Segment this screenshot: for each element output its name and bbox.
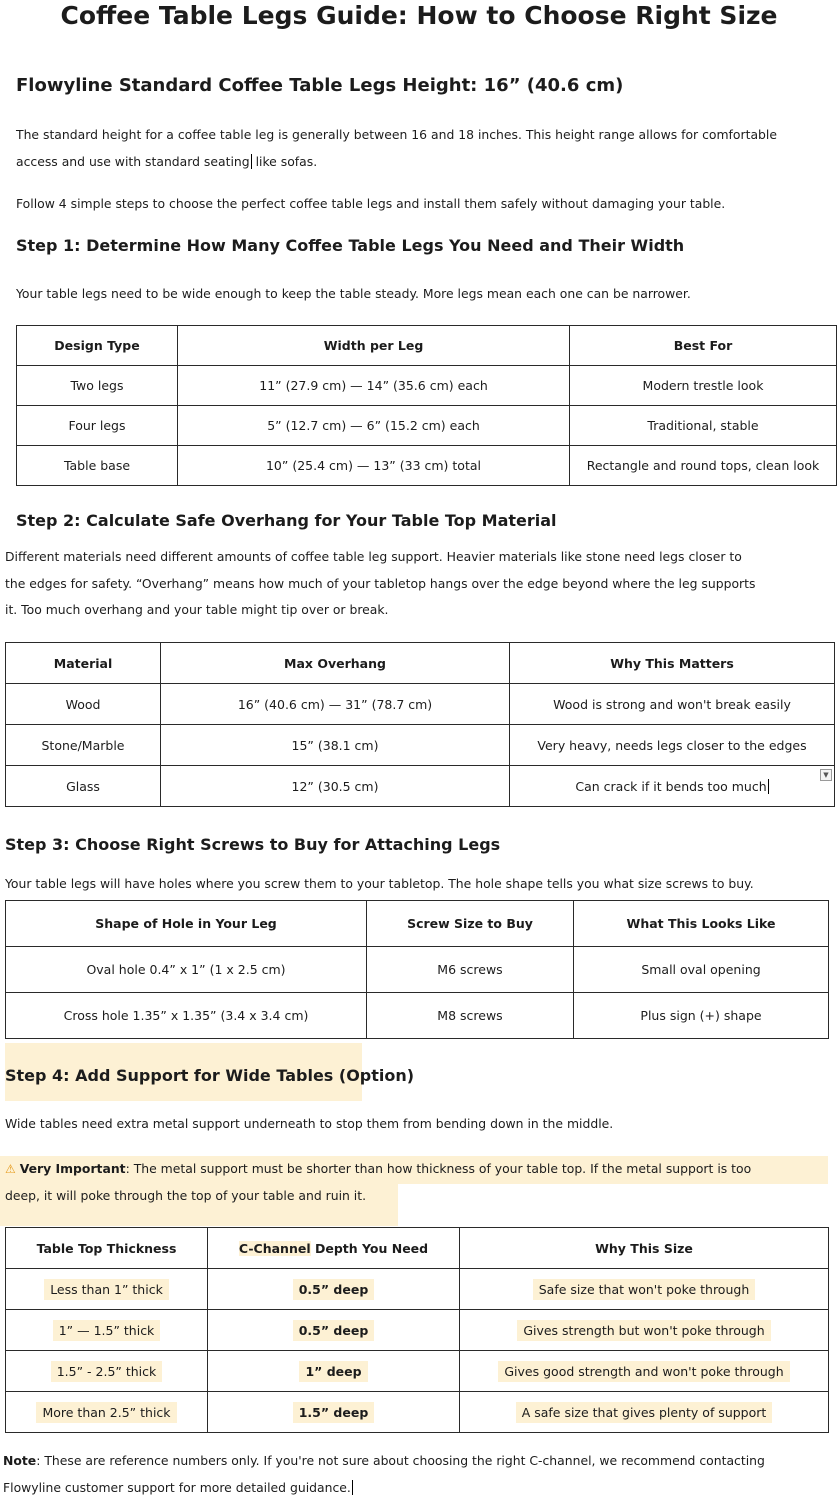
- step2-table: [5, 642, 835, 807]
- table-row: [6, 1269, 829, 1310]
- table-header-row: [6, 643, 835, 684]
- step3-heading: Step 3: Choose Right Screws to Buy for Attaching Legs: [5, 834, 500, 856]
- dropdown-icon[interactable]: ▼: [820, 769, 832, 781]
- table-row: [17, 406, 837, 446]
- note-text: : These are reference numbers only. If you're not sure about choosing the right C-channel, we recommend contacting: [36, 1453, 765, 1468]
- table-row: [6, 725, 835, 766]
- step4-heading: [5, 1065, 414, 1087]
- step4-heading-suffix: (Option): [333, 1066, 414, 1085]
- highlighted-text: 1” — 1.5” thick: [53, 1320, 161, 1341]
- table-cell: 12” (30.5 cm): [161, 766, 510, 807]
- page-title: Coffee Table Legs Guide: How to Choose Right Size: [0, 0, 838, 32]
- highlighted-text: A safe size that gives plenty of support: [516, 1402, 773, 1423]
- warning-icon: ⚠: [5, 1162, 16, 1176]
- table-row: [6, 684, 835, 725]
- paragraph-line: [3, 1475, 765, 1501]
- table-header-row: [17, 326, 837, 366]
- table-cell: M6 screws: [367, 947, 574, 993]
- highlighted-text: 1.5” - 2.5” thick: [51, 1361, 163, 1382]
- table-cell: [460, 1351, 829, 1392]
- column-header: What This Looks Like: [574, 901, 829, 947]
- text-segment: like sofas.: [252, 154, 318, 169]
- table-row: [6, 1392, 829, 1433]
- table-cell: 5” (12.7 cm) — 6” (15.2 cm) each: [178, 406, 570, 446]
- column-header: Why This Matters: [510, 643, 835, 684]
- highlighted-text: 0.5” deep: [293, 1320, 375, 1341]
- table-cell: Plus sign (+) shape: [574, 993, 829, 1039]
- paragraph-line: it. Too much overhang and your table might tip over or break.: [5, 597, 755, 624]
- highlighted-text: 1.5” deep: [293, 1402, 375, 1423]
- text-cursor-segment: Can crack if it bends too much: [575, 779, 768, 794]
- column-header: Shape of Hole in Your Leg: [6, 901, 367, 947]
- note-label: Note: [3, 1453, 36, 1468]
- table-cell: Oval hole 0.4” x 1” (1 x 2.5 cm): [6, 947, 367, 993]
- column-header: [208, 1228, 460, 1269]
- table-cell: Wood is strong and won't break easily: [510, 684, 835, 725]
- step4-table: [5, 1227, 829, 1433]
- warning-note: [5, 1156, 751, 1209]
- step1-table: [16, 325, 837, 486]
- table-row: [6, 993, 829, 1039]
- table-cell: Small oval opening: [574, 947, 829, 993]
- column-header: Table Top Thickness: [6, 1228, 208, 1269]
- highlighted-text: More than 2.5” thick: [36, 1402, 176, 1423]
- standard-height-heading: Flowyline Standard Coffee Table Legs Height: 16” (40.6 cm): [16, 74, 623, 98]
- table-cell: Cross hole 1.35” x 1.35” (3.4 x 3.4 cm): [6, 993, 367, 1039]
- paragraph-line: [16, 149, 777, 176]
- table-cell: [6, 1351, 208, 1392]
- table-cell: [208, 1392, 460, 1433]
- column-header: Why This Size: [460, 1228, 829, 1269]
- column-header-rest: Depth You Need: [311, 1241, 429, 1256]
- highlighted-text: Gives good strength and won't poke through: [498, 1361, 789, 1382]
- table-cell: Modern trestle look: [570, 366, 837, 406]
- table-cell: Glass: [6, 766, 161, 807]
- table-row: [6, 1310, 829, 1351]
- c-channel-highlight: C-Channel: [239, 1241, 311, 1256]
- note-paragraph: [3, 1448, 765, 1501]
- table-cell: [6, 1310, 208, 1351]
- column-header: Best For: [570, 326, 837, 366]
- table-cell: [460, 1269, 829, 1310]
- highlighted-text: Gives strength but won't poke through: [517, 1320, 770, 1341]
- text-cursor-segment: access and use with standard seating: [16, 154, 252, 169]
- table-cell: Two legs: [17, 366, 178, 406]
- table-cell: [208, 1269, 460, 1310]
- paragraph-line: Different materials need different amounts of coffee table leg support. Heavier materials like stone need legs closer to: [5, 544, 755, 571]
- highlighted-text: Less than 1” thick: [44, 1279, 169, 1300]
- table-cell: Rectangle and round tops, clean look: [570, 446, 837, 486]
- column-header: Width per Leg: [178, 326, 570, 366]
- column-header: Max Overhang: [161, 643, 510, 684]
- step3-table: [5, 900, 829, 1039]
- table-cell: [6, 1392, 208, 1433]
- step1-intro: Your table legs need to be wide enough to keep the table steady. More legs mean each one can be narrower.: [16, 281, 691, 308]
- column-header: Material: [6, 643, 161, 684]
- standard-height-paragraph: [16, 122, 777, 175]
- table-row: [6, 1351, 829, 1392]
- table-cell: M8 screws: [367, 993, 574, 1039]
- text-cursor-segment: Flowyline customer support for more detailed guidance.: [3, 1480, 353, 1495]
- table-cell: Very heavy, needs legs closer to the edges: [510, 725, 835, 766]
- paragraph-line: deep, it will poke through the top of your table and ruin it.: [5, 1183, 751, 1210]
- table-cell: 10” (25.4 cm) — 13” (33 cm) total: [178, 446, 570, 486]
- paragraph-line: The standard height for a coffee table leg is generally between 16 and 18 inches. This height range allows for comfortable: [16, 122, 777, 149]
- table-header-row: [6, 901, 829, 947]
- highlighted-text: 1” deep: [299, 1361, 367, 1382]
- paragraph-line: the edges for safety. “Overhang” means how much of your tabletop hangs over the edge beyond where the leg supports: [5, 571, 755, 598]
- step2-heading: Step 2: Calculate Safe Overhang for Your Table Top Material: [16, 510, 557, 532]
- warning-label: Very Important: [20, 1161, 126, 1176]
- warning-text: : The metal support must be shorter than how thickness of your table top. If the metal support is too: [126, 1161, 752, 1176]
- step4-heading-main: Step 4: Add Support for Wide Tables: [5, 1066, 333, 1085]
- table-row: [6, 766, 835, 807]
- highlighted-text: Safe size that won't poke through: [533, 1279, 756, 1300]
- table-cell: [208, 1310, 460, 1351]
- column-header: Design Type: [17, 326, 178, 366]
- table-cell: 11” (27.9 cm) — 14” (35.6 cm) each: [178, 366, 570, 406]
- table-cell: 16” (40.6 cm) — 31” (78.7 cm): [161, 684, 510, 725]
- table-cell: [208, 1351, 460, 1392]
- table-cell: Four legs: [17, 406, 178, 446]
- table-cell: [510, 766, 835, 807]
- highlighted-text: 0.5” deep: [293, 1279, 375, 1300]
- table-cell: Wood: [6, 684, 161, 725]
- table-cell: Traditional, stable: [570, 406, 837, 446]
- table-row: [6, 947, 829, 993]
- step4-intro: Wide tables need extra metal support underneath to stop them from bending down in the middle.: [5, 1111, 613, 1138]
- table-cell: 15” (38.1 cm): [161, 725, 510, 766]
- step2-intro: [5, 544, 755, 624]
- table-row: [17, 446, 837, 486]
- table-cell: [460, 1392, 829, 1433]
- table-cell: Stone/Marble: [6, 725, 161, 766]
- step1-heading: Step 1: Determine How Many Coffee Table Legs You Need and Their Width: [16, 235, 684, 257]
- column-header: Screw Size to Buy: [367, 901, 574, 947]
- table-row: [17, 366, 837, 406]
- table-cell: [6, 1269, 208, 1310]
- table-header-row: [6, 1228, 829, 1269]
- paragraph-line: [5, 1156, 751, 1183]
- table-cell: Table base: [17, 446, 178, 486]
- step3-intro: Your table legs will have holes where you screw them to your tabletop. The hole shape tells you what size screws to buy.: [5, 871, 754, 898]
- table-cell: [460, 1310, 829, 1351]
- paragraph-line: [3, 1448, 765, 1475]
- steps-intro: Follow 4 simple steps to choose the perfect coffee table legs and install them safely without damaging your table.: [16, 191, 725, 218]
